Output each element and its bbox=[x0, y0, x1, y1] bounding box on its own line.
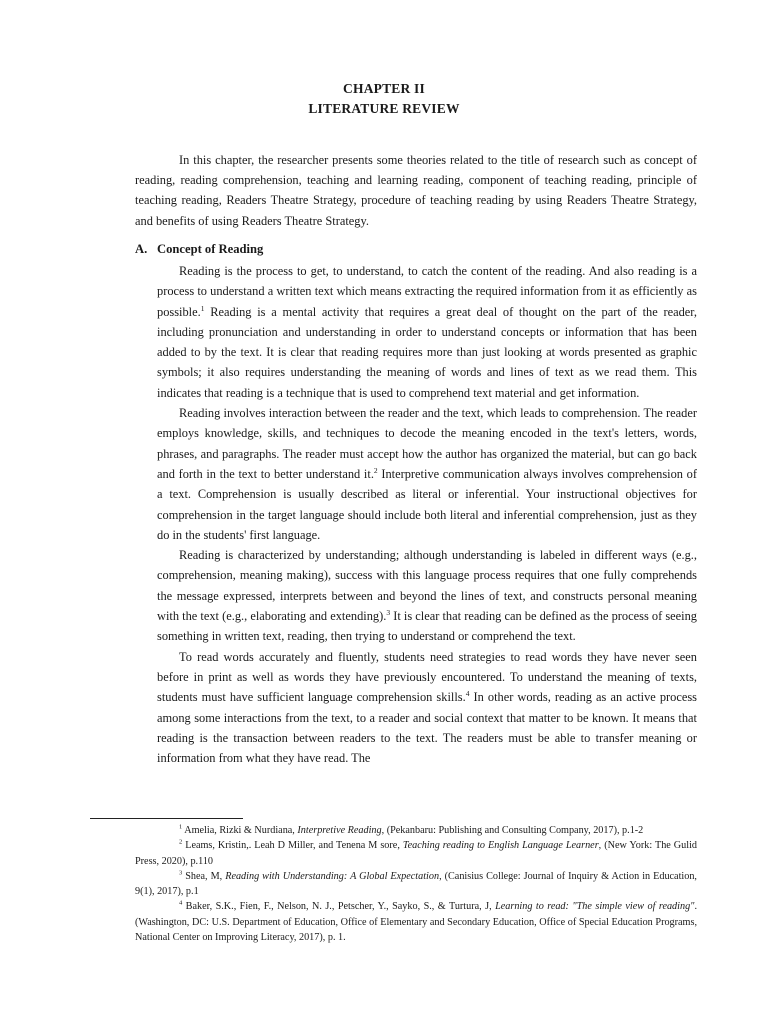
footnote-1 bbox=[135, 823, 697, 838]
paragraph-3-text-a: Reading is characterized by understanding; although understanding is labeled in different ways (e.g., comprehension, meaning making), success with this language process requires that one fully comprehends the message expressed, interprets between and beyond the lines of text, and constructs personal meaning with the text (e.g., elaborating and extending). bbox=[157, 548, 697, 624]
footnote-number: 2 bbox=[179, 838, 183, 846]
footnote-ref-1: 1 bbox=[200, 303, 205, 313]
footnote-title: Interpretive Reading bbox=[297, 825, 382, 836]
paragraph-2-text-b: Interpretive communication always involves comprehension of a text. Comprehension is usually described as literal or inferential. Your instructional objectives for comprehension in the target language should include both literal and inferential comprehension, just as they do in the students' first language. bbox=[157, 466, 697, 542]
paragraph-3-text-b: It is clear that reading can be defined as the process of seeing something in written text, reading, then trying to understand or comprehend the text. bbox=[157, 609, 697, 644]
footnote-ref-3: 3 bbox=[386, 607, 391, 617]
paragraph-1-text-a: Reading is the process to get, to understand, to catch the content of the reading. And also reading is a process to understand a written text which means extracting the required information from it as efficiently as possible. bbox=[157, 264, 697, 319]
footnote-title: Reading with Understanding: A Global Expectation bbox=[225, 870, 440, 882]
footnotes bbox=[135, 823, 697, 945]
footnote-3 bbox=[135, 869, 697, 900]
section-body bbox=[157, 261, 697, 768]
paragraph-2-text-a: Reading involves interaction between the reader and the text, which leads to comprehension. The reader employs knowledge, skills, and techniques to decode the meaning encoded in the text's letters, words, phrases, and paragraphs. The reader must accept how the author has organized the material, but can go back and forth in the text to better understand it. bbox=[157, 406, 697, 481]
footnote-title: Teaching reading to English Language Learner bbox=[402, 840, 599, 852]
footnote-text: , (New York: The Gulid Press, 2020), p.110 bbox=[135, 840, 697, 867]
section-letter: A. bbox=[135, 242, 148, 256]
section-title: Concept of Reading bbox=[157, 242, 264, 256]
footnote-text: Leams, Kristin,. Leah D Miller, and Tenena M sore, bbox=[182, 840, 403, 852]
footnote-number: 4 bbox=[179, 900, 183, 908]
footnote-number: 1 bbox=[179, 823, 183, 831]
section-heading-a bbox=[135, 242, 263, 257]
chapter-title: LITERATURE REVIEW bbox=[308, 101, 460, 116]
footnote-ref-2: 2 bbox=[373, 465, 378, 475]
footnote-text: Shea, M, bbox=[182, 870, 226, 882]
chapter-number: CHAPTER II bbox=[343, 81, 425, 96]
footnote-number: 3 bbox=[179, 869, 183, 877]
paragraph-1-text-b: Reading is a mental activity that requires a great deal of thought on the part of the reader, including pronunciation and understanding in order to understand concepts or information that has been added to by the text. It is clear that reading requires more than just looking at words presented as graphic symbols; it also requires understanding the meaning of words and lines of text as we read them. This indicates that reading is a technique that is used to comprehend text material and get information. bbox=[157, 304, 697, 400]
intro-paragraph: In this chapter, the researcher presents some theories related to the title of research such as concept of reading, reading comprehension, teaching and learning reading, component of teaching reading, principle of teaching reading, Readers Theatre Strategy, procedure of teaching reading by using Readers Theatre Strategy, and benefits of using Readers Theatre Strategy. bbox=[135, 153, 697, 228]
footnote-text: , (Canisius College: Journal of Inquiry & Action in Education, 9(1), 2017), p.1 bbox=[135, 870, 697, 898]
footnote-text: , (Pekanbaru: Publishing and Consulting Company, 2017), p.1-2 bbox=[381, 825, 644, 836]
footnote-title: Learning to read: "The simple view of reading" bbox=[495, 901, 695, 913]
footnote-separator bbox=[90, 818, 243, 819]
paragraph-4-text-a: To read words accurately and fluently, students need strategies to read words they have never seen before in print as well as words they have previously encountered. To understand the meaning of texts, students must have sufficient language comprehension skills. bbox=[157, 649, 697, 705]
footnote-text: . (Washington, DC: U.S. Department of Education, Office of Elementary and Secondary Education, Office of Special Education Programs, National Center on Improving Literacy, 2017), p. 1. bbox=[135, 901, 697, 944]
paragraph-4 bbox=[157, 647, 697, 769]
paragraph-3 bbox=[157, 545, 697, 646]
paragraph-2 bbox=[157, 403, 697, 545]
footnote-text: Baker, S.K., Fien, F., Nelson, N. J., Petscher, Y., Sayko, S., & Turtura, J, bbox=[182, 901, 496, 913]
footnote-4 bbox=[135, 899, 697, 945]
footnote-2 bbox=[135, 838, 697, 869]
paragraph-4-text-b: In other words, reading as an active process among some interactions from the text, to a reader and social context that matter to be known. It means that reading is the transaction between readers to the text. The readers must be able to transfer meaning or information from what they have read. The bbox=[157, 690, 697, 766]
paragraph-1 bbox=[157, 261, 697, 403]
footnote-ref-4: 4 bbox=[465, 689, 470, 699]
footnote-text: Amelia, Rizki & Nurdiana, bbox=[182, 825, 298, 836]
